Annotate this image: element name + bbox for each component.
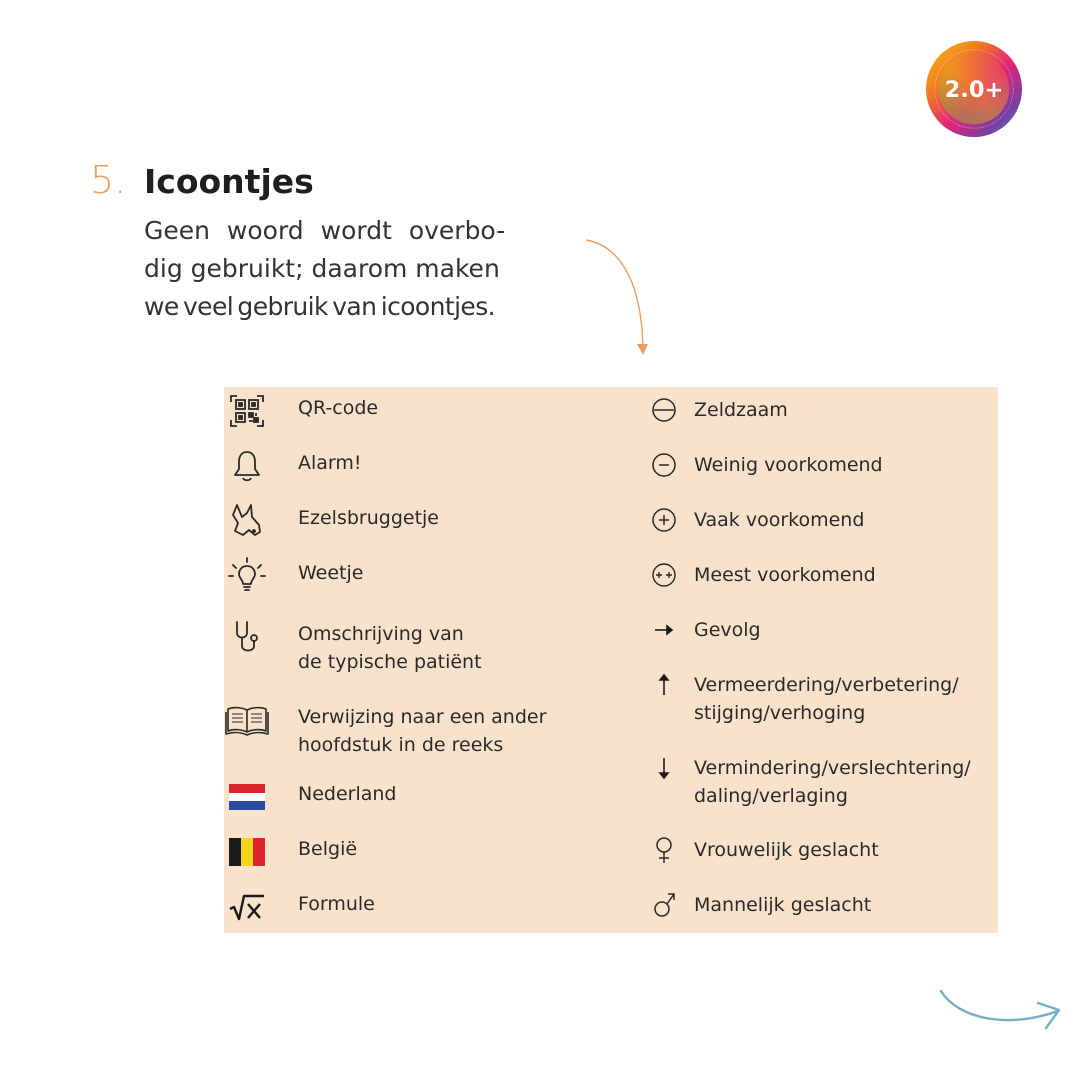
arrow-right-icon: [644, 616, 684, 644]
intro-line: we veel gebruik van icoontjes.: [144, 292, 495, 321]
arrow-down-icon: [644, 754, 684, 782]
legend-item-nederland: [224, 780, 397, 814]
legend-item-typische-patient: [224, 620, 482, 676]
arrow-up-icon: [644, 671, 684, 699]
double-minus-circle-icon: [644, 396, 684, 424]
legend-item-vrouwelijk: [644, 836, 879, 864]
curved-arrow-icon: [580, 232, 660, 362]
male-symbol-icon: [644, 891, 684, 919]
legend-item-gevolg: [644, 616, 761, 644]
lightbulb-icon: [224, 559, 270, 593]
section-number: 5.: [90, 158, 127, 202]
legend-label: Weetje: [298, 562, 364, 584]
legend-label: Vermeerdering/verbetering/ stijging/verhoging: [694, 674, 959, 724]
legend-label: Verwijzing naar een ander hoofdstuk in de reeks: [298, 706, 547, 756]
legend-item-verwijzing: [224, 703, 546, 759]
female-symbol-icon: [644, 836, 684, 864]
stethoscope-icon: [224, 620, 270, 654]
legend-item-mannelijk: [644, 891, 871, 919]
badge-logo: [925, 40, 1023, 138]
legend-item-alarm: [224, 449, 362, 483]
legend-item-weetje: [224, 559, 363, 593]
intro-line: Geen woord wordt overbo-: [144, 216, 506, 245]
legend-label: Ezelsbruggetje: [298, 507, 439, 529]
legend-item-belgie: [224, 835, 357, 869]
legend-item-meest-voorkomend: [644, 561, 876, 589]
legend-item-vermindering: [644, 754, 971, 810]
legend-item-weinig-voorkomend: [644, 451, 883, 479]
bell-icon: [224, 449, 270, 483]
intro-line: dig gebruikt; daarom maken: [144, 254, 500, 283]
legend-label: Zeldzaam: [694, 399, 788, 421]
legend-label: Omschrijving van de typische patiënt: [298, 623, 482, 673]
legend-label: QR-code: [298, 397, 379, 419]
legend-label: Mannelijk geslacht: [694, 894, 872, 916]
double-plus-circle-icon: [644, 561, 684, 589]
legend-label: Formule: [298, 893, 375, 915]
open-book-icon: [224, 703, 270, 737]
legend-item-vermeerdering: [644, 671, 959, 727]
icon-legend-panel: [224, 387, 998, 933]
legend-label: Vaak voorkomend: [694, 509, 865, 531]
belgian-flag-icon: [224, 835, 270, 869]
legend-label: Alarm!: [298, 452, 362, 474]
legend-label: Meest voorkomend: [694, 564, 876, 586]
intro-text: [144, 212, 564, 326]
dutch-flag-icon: [224, 780, 270, 814]
legend-label: België: [298, 838, 358, 860]
legend-label: Vermindering/verslechtering/ daling/verlaging: [694, 757, 971, 807]
qr-code-icon: [224, 394, 270, 428]
minus-circle-icon: [644, 451, 684, 479]
legend-label: Weinig voorkomend: [694, 454, 883, 476]
legend-label: Gevolg: [694, 619, 761, 641]
section-title: Icoontjes: [144, 162, 314, 201]
legend-label: Nederland: [298, 783, 397, 805]
legend-label: Vrouwelijk geslacht: [694, 839, 879, 861]
legend-item-formule: [224, 890, 375, 924]
legend-item-ezelsbruggetje: [224, 504, 439, 538]
legend-item-qr-code: [224, 394, 378, 428]
plus-circle-icon: [644, 506, 684, 534]
next-page-arrow-icon[interactable]: [938, 985, 1064, 1037]
legend-item-vaak-voorkomend: [644, 506, 864, 534]
donkey-icon: [224, 504, 270, 538]
legend-item-zeldzaam: [644, 396, 788, 424]
square-root-icon: [224, 890, 270, 924]
badge-text: 2.0+: [944, 76, 1004, 103]
